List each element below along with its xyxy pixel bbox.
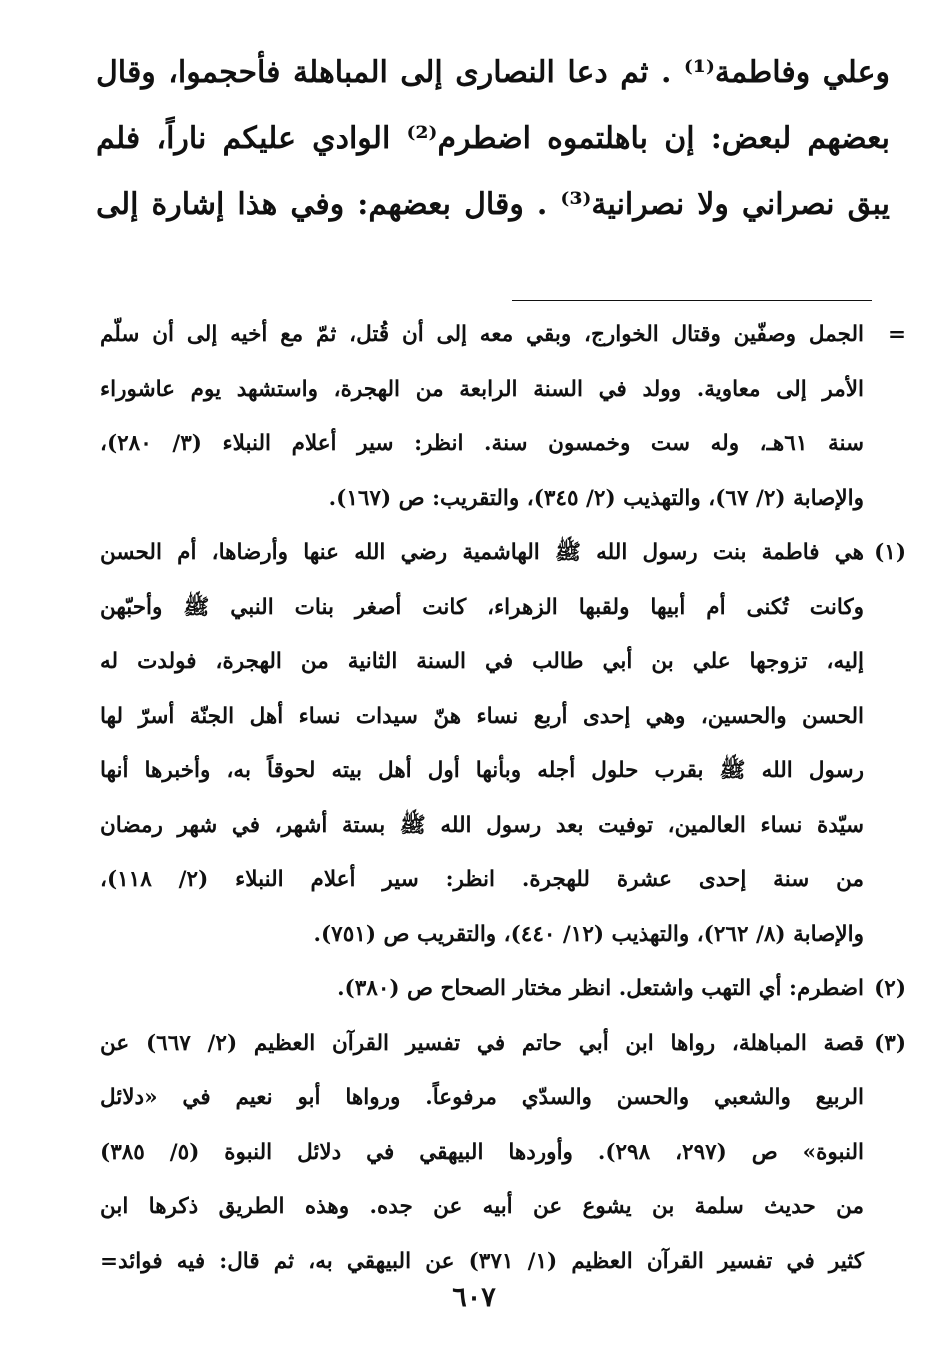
main-text-line: بعضهم لبعض: إن باهلتموه اضطرم⁽²⁾ الوادي عليكم ناراً، فلم [96,121,891,156]
footnote-line: النبوة» ص (٢٩٧، ٢٩٨). وأوردها البيهقي في دلائل النبوة (٥/ ٣٨٥) [100,1139,864,1165]
continuation-marker: = [887,322,906,347]
footnote-line: سيّدة نساء العالمين، توفيت بعد رسول الله ﷺ بستة أشهر، في شهر رمضان [100,812,864,838]
footnote-line: من سنة إحدى عشرة للهجرة. انظر: سير أعلام النبلاء (٢/ ١١٨)، [100,867,864,892]
page-number: ٦٠٧ [452,1282,496,1313]
footnote-number: (٢) [874,976,906,1001]
footnote-line: اضطرم: أي التهب واشتعل. انظر مختار الصحاح ص (٣٨٠). [337,976,864,1001]
footnote-line: سنة ٦١هـ، وله ست وخمسون سنة. انظر: سير أعلام النبلاء (٣/ ٢٨٠)، [100,431,864,456]
footnote-line: هي فاطمة بنت رسول الله ﷺ الهاشمية رضي الله عنها وأرضاها، أم الحسن [100,540,864,565]
footnote-3 [100,1017,906,1290]
footnote-line: قصة المباهلة، رواها ابن أبي حاتم في تفسير القرآن العظيم (٢/ ٦٦٧) عن [100,1030,865,1056]
footnote-1 [100,526,906,962]
footnote-line: الحسن والحسين، وهي إحدى أربع نساء هنّ سيدات نساء أهل الجنّة أسرّ لها [100,703,864,729]
footnote-line: الجمل وصفّين وقتال الخوارج، وبقي معه إلى أن قُتل، ثمّ مع أخيه إلى أن سلّم [100,322,864,347]
footnote-line: والإصابة (٢/ ٦٧)، والتهذيب (٢/ ٣٤٥)، والتقريب: ص (١٦٧). [328,485,864,511]
footnote-line: وكانت تُكنى أم أبيها ولقبها الزهراء، كانت أصغر بنات النبي ﷺ وأحبّهن [100,594,864,620]
footnote-line: من حديث سلمة بن يشوع عن أبيه عن جده. وهذه الطريق ذكرها ابن [100,1194,864,1219]
footnote-line: كثير في تفسير القرآن العظيم (١/ ٣٧١) عن البيهقي به، ثم قال: فيه فوائد= [100,1248,864,1274]
footnotes-section [100,308,906,1289]
footnote-line: إليه، تزوجها علي بن أبي طالب في السنة الثانية من الهجرة، فولدت له [100,649,864,674]
footnote-2 [100,962,906,1017]
footnote-line: الربيع والشعبي والحسن والسدّي مرفوعاً. ورواها أبو نعيم في «دلائل [100,1085,864,1110]
main-body-text [96,40,890,238]
footnote-number: (٣) [874,1030,906,1056]
footnote-line: الأمر إلى معاوية. وولد في السنة الرابعة من الهجرة، واستشهد يوم عاشوراء [100,376,864,402]
main-text-line: وعلي وفاطمة⁽¹⁾ . ثم دعا النصارى إلى المباهلة فأحجموا، وقال [96,55,891,90]
footnote-divider [512,300,872,301]
main-text-line: يبق نصراني ولا نصرانية⁽³⁾ . وقال بعضهم: وفي هذا إشارة إلى [96,187,890,222]
footnote-line: رسول الله ﷺ بقرب حلول أجله وبأنها أول أهل بيته لحوقاً به، وأخبرها أنها [100,758,864,783]
footnote-line: والإصابة (٨/ ٢٦٢)، والتهذيب (١٢/ ٤٤٠)، والتقريب ص (٧٥١). [313,921,864,947]
footnote-number: (١) [874,540,906,565]
footnote-continuation [100,308,906,526]
